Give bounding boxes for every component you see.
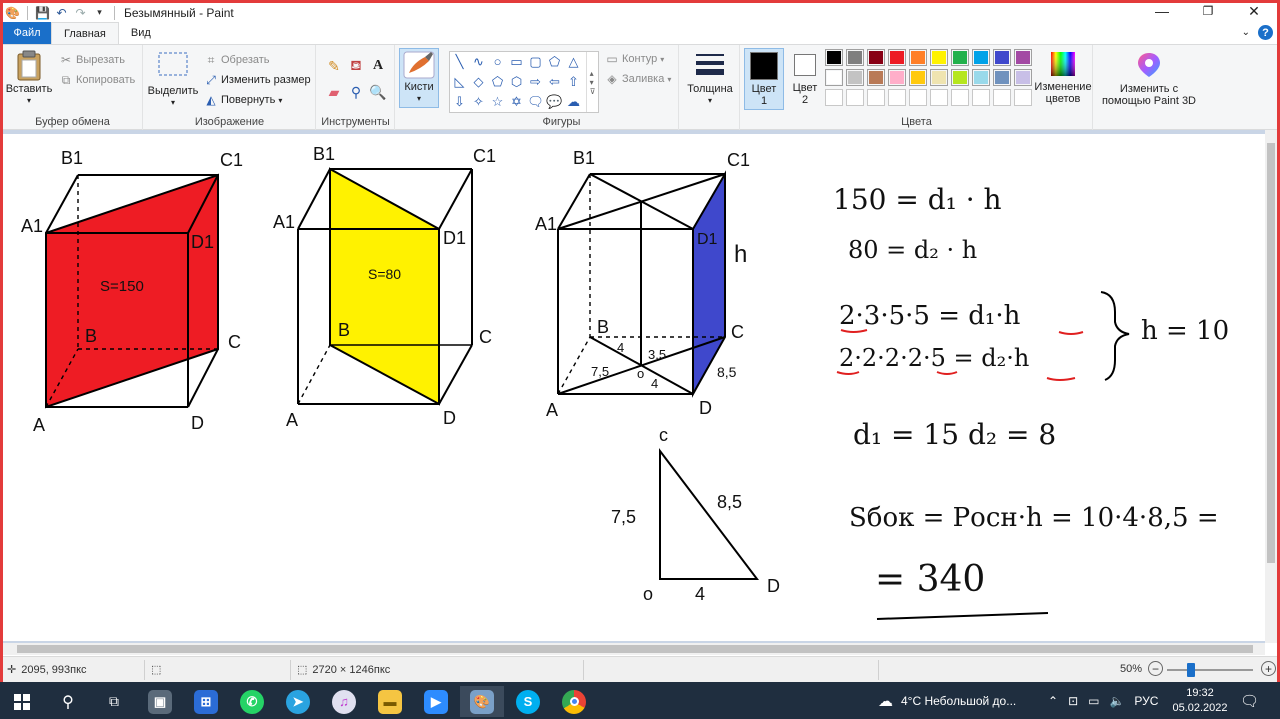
undo-icon[interactable]: ↶ — [56, 5, 67, 20]
custom-color-slot[interactable] — [888, 89, 906, 106]
brushes-dropdown-icon: ▾ — [416, 94, 421, 103]
horizontal-scroll-thumb[interactable] — [17, 645, 1253, 653]
color-spectrum-icon — [1050, 51, 1076, 77]
selection-size — [151, 663, 161, 676]
colors-group — [741, 45, 1093, 130]
rectangle-shape-icon[interactable]: ▭ — [510, 53, 523, 69]
equation-3: 2·3·5·5 = d₁·h — [839, 301, 1021, 331]
zoom-in-icon: + — [1261, 661, 1276, 676]
crosshair-icon: ✛ — [7, 664, 17, 676]
save-icon[interactable]: 💾 — [35, 5, 50, 20]
select-dropdown-icon: ▾ — [170, 98, 175, 107]
drawing-canvas[interactable] — [3, 134, 1265, 641]
right-triangle — [660, 451, 757, 579]
chrome-icon — [562, 690, 586, 714]
palette-swatch[interactable] — [972, 49, 990, 66]
p2-label-c1: C1 — [473, 146, 497, 166]
p3-label-75: 7,5 — [591, 364, 610, 379]
image-size-icon: ⬚ — [297, 664, 308, 676]
help-icon[interactable]: ? — [1258, 25, 1273, 40]
task-view-icon: ⧉ — [109, 693, 119, 709]
edit-colors-button[interactable]: Изменение цветов — [1033, 51, 1093, 105]
taskbar-app-explorer[interactable] — [368, 686, 412, 717]
image-group-label: Изображение — [194, 116, 265, 128]
lateral-area-formula: Sбок = Pосн·h = 10·4·8,5 = — [849, 503, 1219, 533]
p2-label-d1: D1 — [443, 228, 467, 248]
palette-swatch[interactable] — [825, 49, 843, 66]
zoom-slider[interactable] — [1167, 669, 1253, 671]
p1-label-c1: C1 — [220, 150, 244, 170]
color-palette — [825, 49, 1035, 109]
tray-expand-icon[interactable]: ⌃ — [1048, 693, 1059, 708]
minimize-button[interactable]: — — [1155, 3, 1169, 19]
palette-swatch[interactable] — [993, 69, 1011, 86]
h-result: h = 10 — [1141, 316, 1230, 346]
tools-group-label: Инструменты — [321, 116, 390, 128]
p2-label-b: B — [338, 320, 351, 340]
selection-rectangle-icon — [157, 51, 189, 77]
p1-label-a1: A1 — [21, 216, 44, 236]
p3-label-4a: 4 — [617, 340, 625, 355]
result-underline — [877, 613, 1048, 619]
custom-color-slot[interactable] — [993, 89, 1011, 106]
notifications-button[interactable] — [1240, 682, 1259, 719]
taskbar-app-chrome[interactable] — [552, 686, 596, 717]
palette-swatch[interactable] — [972, 69, 990, 86]
palette-swatch[interactable] — [930, 49, 948, 66]
tri-label-bottom: 4 — [695, 584, 706, 604]
folder-icon: ▬ — [378, 690, 402, 714]
fill-icon: ◈ — [607, 72, 617, 86]
p3-label-b: B — [597, 317, 610, 337]
triangle-shape-icon[interactable]: △ — [568, 53, 579, 69]
custom-color-slot[interactable] — [867, 89, 885, 106]
zoom-slider-thumb[interactable] — [1187, 663, 1195, 677]
custom-color-slot[interactable] — [1014, 89, 1032, 106]
itunes-icon: ♫ — [332, 690, 356, 714]
prism-blue — [558, 174, 725, 394]
clock-time: 19:32 — [1186, 686, 1214, 699]
p3-label-d1: D1 — [697, 231, 718, 248]
equation-2: 80 = d₂ · h — [848, 236, 978, 264]
d-values: d₁ = 15 d₂ = 8 — [853, 418, 1057, 451]
scissors-icon: ✂ — [60, 53, 72, 67]
customize-dropdown-icon[interactable]: ▾ — [97, 7, 102, 17]
resize-icon: ⤢ — [206, 72, 216, 87]
shapes-group-label: Фигуры — [542, 116, 581, 128]
palette-swatch[interactable] — [867, 69, 885, 86]
search-icon: ⚲ — [62, 693, 74, 711]
vertical-scrollbar[interactable] — [1265, 130, 1277, 643]
size-dropdown-icon: ▾ — [707, 96, 712, 105]
copy-icon: ⧉ — [61, 72, 71, 87]
quick-access-toolbar — [3, 5, 118, 20]
weather-cloud-icon: ☁ — [878, 692, 893, 710]
tri-label-c: c — [659, 425, 668, 445]
title-bar — [3, 3, 1277, 22]
up-arrow-shape-icon[interactable]: ⇧ — [568, 73, 579, 89]
tri-label-d: D — [767, 576, 780, 596]
palette-swatch[interactable] — [930, 69, 948, 86]
colors-group-label: Цвета — [901, 116, 932, 128]
eraser-icon[interactable]: ▰ — [328, 83, 340, 100]
p2-label-a1: A1 — [273, 212, 296, 232]
p1-label-d: D — [191, 413, 204, 433]
vertical-scroll-thumb[interactable] — [1267, 143, 1275, 563]
p2-label-d: D — [443, 408, 456, 428]
copy-button[interactable]: ⧉ Копировать — [59, 73, 135, 87]
p3-label-d: D — [699, 398, 712, 418]
curve-shape-icon[interactable]: ∿ — [473, 53, 484, 69]
taskbar — [0, 682, 1280, 719]
down-arrow-shape-icon[interactable]: ⇩ — [454, 93, 465, 109]
network-icon[interactable]: ▭ — [1088, 693, 1100, 708]
taskbar-app-paint[interactable] — [460, 686, 504, 717]
skype-icon: S — [516, 690, 540, 714]
p2-label-a: A — [286, 410, 299, 430]
paste-button[interactable]: Вставить ▾ — [7, 49, 51, 107]
palette-swatch[interactable] — [1014, 49, 1032, 66]
resize-button[interactable]: ⤢ Изменить размер — [204, 73, 311, 87]
whatsapp-icon: ✆ — [240, 690, 264, 714]
palette-swatch[interactable] — [951, 69, 969, 86]
collapse-ribbon-icon[interactable]: ⌄ — [1241, 27, 1250, 38]
palette-swatch[interactable] — [909, 49, 927, 66]
menu-tabs — [3, 22, 1277, 44]
callout-oval-shape-icon[interactable]: 💬 — [546, 93, 563, 109]
image-group — [144, 45, 316, 130]
tri-label-o: o — [643, 584, 654, 604]
custom-color-slot[interactable] — [930, 89, 948, 106]
zoom-app-icon: ▶ — [424, 690, 448, 714]
tri-label-left: 7,5 — [611, 507, 637, 527]
color1-swatch — [750, 52, 778, 80]
telegram-icon: ➤ — [286, 690, 310, 714]
rotate-dropdown-icon: ▾ — [278, 95, 283, 105]
rounded-rect-shape-icon[interactable]: ▢ — [529, 53, 542, 69]
tab-home[interactable]: Главная — [51, 22, 119, 45]
equation-1: 150 = d₁ · h — [833, 183, 1002, 216]
maximize-button[interactable]: ❐ — [1202, 4, 1214, 18]
line-thickness-icon — [694, 51, 726, 77]
crop-button[interactable]: ⌗ Обрезать — [204, 53, 270, 67]
callout-cloud-shape-icon[interactable]: ☁ — [567, 93, 580, 109]
status-bar — [3, 656, 1277, 682]
color2-swatch — [794, 54, 816, 76]
p1-label-d1: D1 — [191, 232, 215, 252]
palette-swatch[interactable] — [846, 49, 864, 66]
cut-button[interactable]: ✂ Вырезать — [60, 53, 125, 67]
prism-yellow — [298, 169, 472, 404]
brace-mark — [1101, 292, 1129, 380]
oval-shape-icon[interactable]: ○ — [493, 54, 502, 69]
text-tool-icon[interactable]: A — [372, 58, 384, 73]
fill-button[interactable]: ◈ Заливка ▾ — [605, 72, 671, 86]
left-arrow-shape-icon[interactable]: ⇦ — [549, 73, 560, 89]
pentagon-shape-icon[interactable]: ⬠ — [491, 73, 504, 89]
p3-label-c1: C1 — [727, 150, 751, 170]
ribbon — [3, 44, 1277, 130]
taskbar-app-whatsapp[interactable] — [230, 686, 274, 717]
p3-label-h: h — [734, 241, 748, 268]
p3-label-85: 8,5 — [717, 364, 737, 380]
p2-area-label: S=80 — [368, 266, 402, 282]
right-arrow-shape-icon[interactable]: ⇨ — [530, 73, 541, 89]
p3-label-4b: 4 — [651, 376, 659, 391]
tray-device-icon[interactable]: ⊡ — [1068, 693, 1079, 708]
custom-color-slot[interactable] — [846, 89, 864, 106]
p1-label-b: B — [85, 326, 98, 346]
taskbar-app-zoom[interactable] — [414, 686, 458, 717]
hexagon-shape-icon[interactable]: ⬡ — [510, 73, 523, 89]
crop-icon: ⌗ — [207, 52, 215, 67]
paste-dropdown-icon: ▾ — [26, 96, 31, 105]
palette-swatch[interactable] — [951, 49, 969, 66]
zoom-out-button[interactable] — [1148, 661, 1163, 676]
brushes-button[interactable]: Кисти ▾ — [399, 48, 439, 108]
tri-label-hyp: 8,5 — [717, 492, 743, 512]
close-button[interactable]: ✕ — [1248, 2, 1260, 19]
taskbar-app-1[interactable] — [138, 686, 182, 717]
image-size: ⬚ 2720 × 1246пкс — [297, 663, 391, 676]
system-tray — [1048, 682, 1158, 719]
palette-swatch[interactable] — [888, 69, 906, 86]
p1-area-label: S=150 — [100, 278, 144, 295]
lateral-area-result: = 340 — [875, 559, 986, 600]
outline-icon: ▭ — [606, 52, 618, 66]
p1-label-c: C — [228, 332, 241, 352]
task-view-button[interactable] — [92, 686, 136, 717]
equation-4: 2·2·2·2·5 = d₂·h — [839, 344, 1030, 372]
palette-swatch[interactable] — [993, 49, 1011, 66]
size-button[interactable]: Толщина ▾ — [686, 51, 734, 107]
p3-label-35: 3,5 — [648, 347, 667, 362]
language-indicator[interactable]: РУС — [1134, 693, 1159, 708]
paint-taskbar-icon: 🎨 — [470, 690, 494, 714]
fill-bucket-icon[interactable]: ⛾ — [350, 56, 362, 73]
palette-swatch[interactable] — [1014, 69, 1032, 86]
shapes-scroll-arrows[interactable]: ▴ ▾ ⊽ — [586, 52, 598, 112]
p3-label-a1: A1 — [535, 214, 558, 234]
taskbar-app-itunes[interactable] — [322, 686, 366, 717]
clock-date: 05.02.2022 — [1172, 701, 1228, 714]
zoom-level: 50% — [1120, 663, 1143, 675]
palette-swatch[interactable] — [825, 69, 843, 86]
polygon-shape-icon[interactable]: ⬠ — [548, 53, 561, 69]
horizontal-scrollbar[interactable] — [3, 643, 1265, 655]
paint3d-icon — [1136, 51, 1162, 79]
size-group — [680, 45, 740, 130]
p3-label-c: C — [731, 322, 744, 342]
line-shape-icon[interactable]: ╲ — [455, 53, 464, 69]
color1-button[interactable]: Цвет 1 — [744, 48, 784, 110]
edit-with-paint3d-button[interactable]: Изменить с помощью Paint 3D — [1098, 51, 1200, 107]
weather-widget[interactable]: ☁ 4°C Небольшой до... — [878, 692, 1017, 710]
magnifier-icon[interactable]: 🔍 — [369, 83, 387, 100]
photos-app-icon: ▣ — [148, 690, 172, 714]
search-button[interactable] — [46, 686, 90, 717]
diamond-shape-icon[interactable]: ◇ — [473, 73, 484, 89]
store-app-icon: ⊞ — [194, 690, 218, 714]
rotate-button[interactable]: ◭ Повернуть ▾ — [204, 93, 282, 107]
p2-label-c: C — [479, 327, 492, 347]
clock[interactable] — [1170, 682, 1230, 719]
palette-swatch[interactable] — [867, 49, 885, 66]
custom-color-slot[interactable] — [825, 89, 843, 106]
p1-label-a: A — [33, 415, 46, 435]
p3-label-b1: B1 — [573, 148, 596, 168]
cursor-position: ✛ 2095, 993пкс — [7, 663, 87, 676]
tab-view[interactable]: Вид — [130, 27, 151, 39]
palette-swatch[interactable] — [846, 69, 864, 86]
p3-label-a: A — [546, 400, 559, 420]
taskbar-app-telegram[interactable] — [276, 686, 320, 717]
star4-shape-icon[interactable]: ✧ — [473, 93, 484, 109]
paint-app-icon[interactable]: 🎨 — [5, 5, 20, 20]
callout-rect-shape-icon[interactable]: 🗨 — [527, 93, 544, 109]
clipboard-group-label: Буфер обмена — [35, 116, 110, 128]
outline-button[interactable]: ▭ Контур ▾ — [606, 52, 665, 66]
palette-swatch[interactable] — [888, 49, 906, 66]
color-picker-icon[interactable]: ⚲ — [350, 83, 362, 100]
pencil-icon[interactable]: ✎ — [328, 57, 340, 74]
star6-shape-icon[interactable]: ✡ — [511, 93, 522, 109]
tools-group — [317, 45, 395, 130]
clipboard-icon — [15, 49, 43, 81]
taskbar-app-skype[interactable] — [506, 686, 550, 717]
custom-color-slot[interactable] — [951, 89, 969, 106]
select-button[interactable]: Выделить ▾ — [148, 51, 198, 109]
start-button[interactable] — [0, 686, 44, 717]
right-triangle-shape-icon[interactable]: ◺ — [454, 73, 465, 89]
paint3d-group — [1094, 45, 1204, 130]
star5-shape-icon[interactable]: ☆ — [491, 93, 504, 109]
windows-logo-icon — [14, 694, 30, 710]
volume-icon[interactable]: 🔈 — [1109, 693, 1125, 708]
shapes-gallery — [449, 51, 599, 113]
brush-icon — [403, 49, 435, 79]
zoom-in-button[interactable] — [1261, 661, 1276, 676]
tab-file[interactable]: Файл — [3, 22, 51, 44]
rotate-icon: ◭ — [206, 93, 216, 107]
zoom-out-icon: − — [1148, 661, 1163, 676]
selection-size-icon: ⬚ — [151, 664, 162, 676]
taskbar-app-store[interactable] — [184, 686, 228, 717]
p3-label-o: o — [637, 366, 645, 381]
brushes-group — [396, 45, 444, 130]
notification-icon: 🗨 — [1240, 692, 1260, 710]
custom-color-slot[interactable] — [972, 89, 990, 106]
redo-icon[interactable]: ↷ — [75, 5, 86, 20]
palette-swatch[interactable] — [909, 69, 927, 86]
p1-label-b1: B1 — [61, 148, 84, 168]
clipboard-group — [3, 45, 143, 130]
color2-button[interactable]: Цвет 2 — [787, 51, 823, 106]
window-title: Безымянный - Paint — [124, 5, 234, 20]
p2-label-b1: B1 — [313, 144, 336, 164]
custom-color-slot[interactable] — [909, 89, 927, 106]
